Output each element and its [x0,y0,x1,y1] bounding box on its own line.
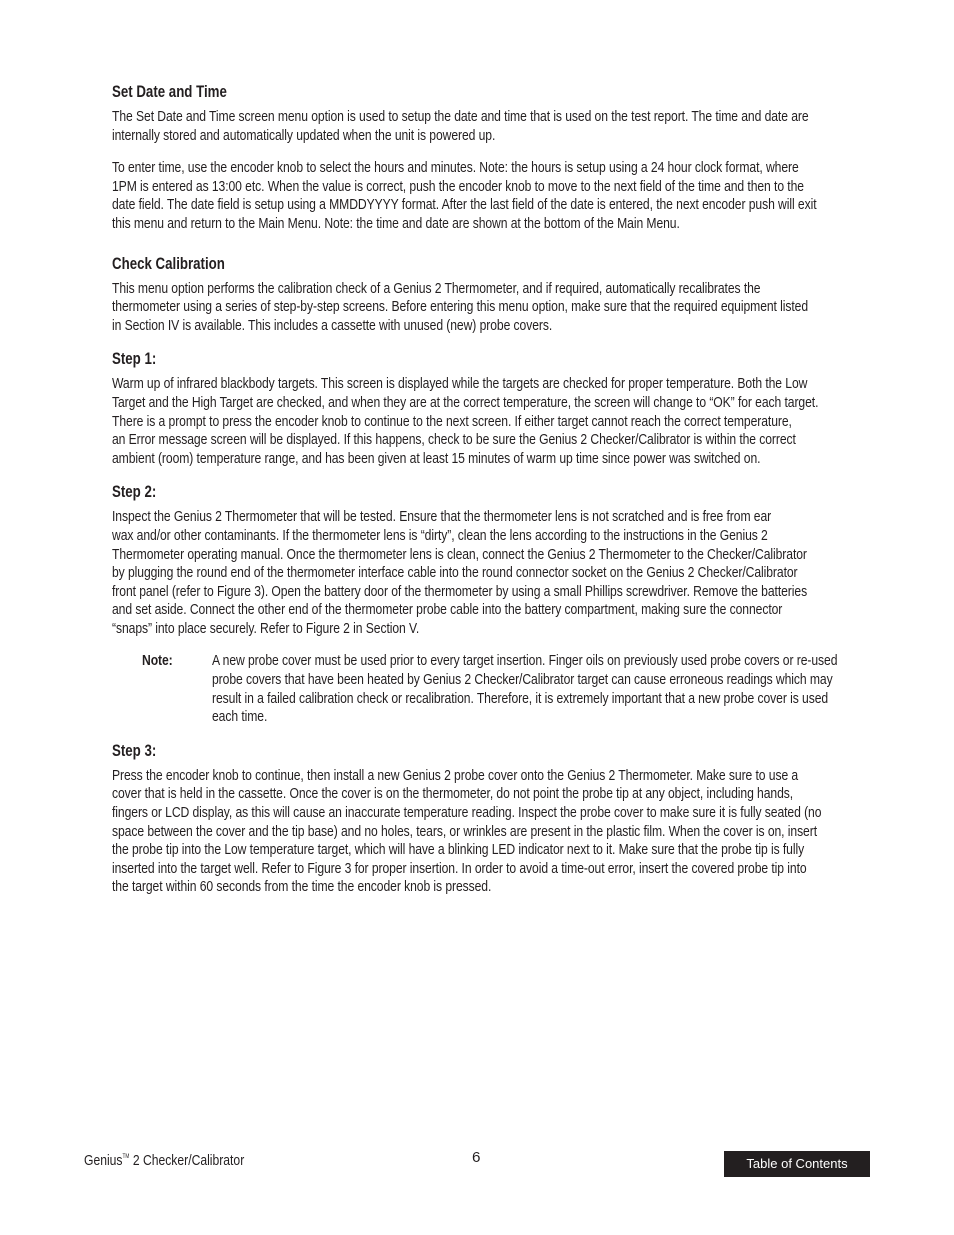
check-calibration-paragraph: This menu option performs the calibration check of a Genius 2 Thermometer, and if required, automatically recalibrates the thermometer using a series of step-by-step screens. Before entering this menu option, make sure that the required equipment listed in Section IV is available. This includes a cassette with unused (new) probe covers. [112,279,809,334]
step-2-heading: Step 2: [112,482,157,502]
set-date-paragraph-2: To enter time, use the encoder knob to select the hours and minutes. Note: the hours is setup using a 24 hour clock format, where 1PM is entered as 13:00 etc. When the value is correct, push the encoder knob to move to the next field of the time and then to the date field. The date field is setup using a MMDDYYYY format. After the last field of the date is entered, the next encoder push will exit this menu and return to the Main Menu. Note: the time and date are shown at the bottom of the Main Menu. [112,159,817,232]
section-heading-check-calibration: Check Calibration [112,253,225,273]
document-body [112,82,872,897]
step-1-heading: Step 1: [112,349,157,369]
step-3-heading: Step 3: [112,740,157,760]
step-1-paragraph: Warm up of infrared blackbody targets. This screen is displayed while the targets are checked for proper temperature. Both the Low Target and the High Target are checked, and when they are at the correct temperature, the screen will change to “OK” for each target. There is a prompt to press the encoder knob to continue to the next screen. If either target cannot reach the correct temperature, an Error message screen will be displayed. If this happens, check to be sure the Genius 2 Checker/Calibrator is within the correct ambient (room) temperature range, and has been given at least 15 minutes of warm up time since power was switched on. [112,375,819,467]
probe-cover-note [142,652,872,726]
table-of-contents-button[interactable]: Table of Contents [724,1151,870,1177]
trademark-mark: TM [122,1154,130,1160]
step-2-paragraph: Inspect the Genius 2 Thermometer that will be tested. Ensure that the thermometer lens is not scratched and is free from ear wax and/or other contaminants. If the thermometer lens is “dirty”, clean the lens according to the instructions in the Genius 2 Thermometer operating manual. Once the thermometer lens is clean, connect the Genius 2 Thermometer to the Checker/Calibrator by plugging the round end of the thermometer interface cable into the round connector socket on the Genius 2 Checker/Calibrator front panel (refer to Figure 3). Open the battery door of the thermometer by using a small Phillips screwdriver. Remove the batteries and set aside. Connect the other end of the thermometer probe cable into the battery compartment, making sure the connector “snaps” into place securely. Refer to Figure 2 in Section V. [112,508,808,637]
note-text: A new probe cover must be used prior to every target insertion. Finger oils on previously used probe covers or re-used probe covers that have been heated by Genius 2 Checker/Calibrator target can cause erroneous readings which may result in a failed calibration check or recalibration. Therefore, it is extremely important that a new probe cover is used each time. [212,652,838,726]
set-date-paragraph-1: The Set Date and Time screen menu option is used to setup the date and time that is used on the test report. The time and date are internally stored and automatically updated when the unit is powered up. [112,108,809,144]
section-heading-set-date-time: Set Date and Time [112,82,227,101]
footer-product-name: Genius™ 2 Checker/Calibrator [84,1152,245,1169]
note-label: Note: [142,652,173,670]
step-3-paragraph: Press the encoder knob to continue, then install a new Genius 2 probe cover onto the Genius 2 Thermometer. Make sure to use a cover that is held in the cassette. Once the cover is on the thermometer, do not point the probe tip at any object, including hands, fingers or LCD display, as this will cause an inaccurate temperature reading. Inspect the probe cover to make sure it is fully seated (no space between the cover and the tip base) and no holes, tears, or wrinkles are present in the plastic film. When the cover is on, insert the probe tip into the Low temperature target, which will have a blinking LED indicator next to it. Make sure that the probe tip is fully inserted into the target well. Refer to Figure 3 for proper insertion. In order to avoid a time-out error, insert the covered probe tip into the target within 60 seconds from the time the encoder knob is pressed. [112,766,822,896]
page-number: 6 [472,1149,481,1166]
